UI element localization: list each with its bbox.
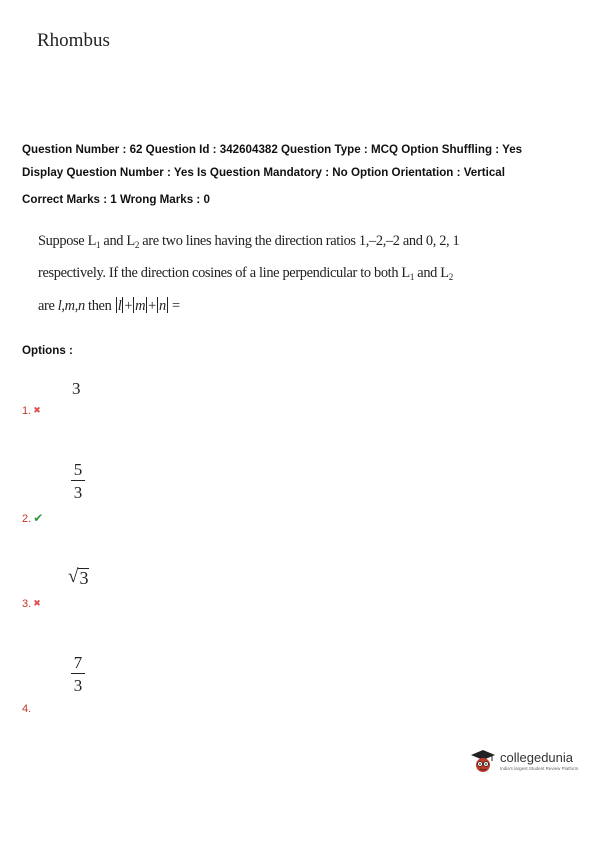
page-title: Rhombus bbox=[37, 30, 110, 51]
option-1-value: 3 bbox=[72, 379, 81, 398]
option-3-label bbox=[22, 598, 41, 610]
subscript: 1 bbox=[96, 240, 101, 250]
logo-tagline: India's largest Student Review Platform bbox=[500, 766, 579, 771]
radicand: 3 bbox=[79, 568, 89, 589]
option-number: 1. bbox=[22, 405, 32, 417]
question-text: then bbox=[84, 298, 115, 314]
options-heading: Options : bbox=[22, 344, 73, 357]
plus-sign: + bbox=[124, 298, 133, 314]
var-n: n bbox=[158, 298, 166, 314]
variables: l,m,n bbox=[57, 298, 85, 314]
option-3-sqrt bbox=[68, 566, 89, 588]
option-2-label bbox=[22, 511, 43, 525]
option-number: 2. bbox=[22, 513, 32, 525]
option-2-fraction bbox=[71, 461, 85, 501]
question-text: and L bbox=[100, 233, 135, 249]
correct-check-icon: ✔ bbox=[33, 511, 44, 525]
graduate-mascot-icon bbox=[470, 748, 496, 774]
question-meta-line-3: Correct Marks : 1 Wrong Marks : 0 bbox=[22, 193, 210, 206]
var-m: m bbox=[135, 298, 146, 314]
logo-brand: collegedunia bbox=[500, 750, 574, 765]
option-number: 3. bbox=[22, 598, 32, 610]
abs-bar bbox=[116, 297, 117, 313]
question-text: are two lines having the direction ratios 1,–2,–2 and 0, 2, 1 bbox=[139, 233, 460, 249]
denominator: 3 bbox=[73, 483, 83, 502]
question-text: respectively. If the direction cosines of a line perpendicular to both L bbox=[38, 265, 410, 281]
equals-sign: = bbox=[168, 298, 180, 314]
question-text: Suppose L bbox=[38, 233, 97, 249]
question-text-line-1 bbox=[38, 233, 459, 250]
question-text-line-3 bbox=[38, 297, 180, 315]
collegedunia-logo bbox=[470, 748, 578, 774]
subscript: 2 bbox=[134, 240, 139, 250]
subscript: 1 bbox=[409, 272, 415, 282]
abs-bar bbox=[133, 297, 134, 313]
logo-text bbox=[500, 751, 578, 771]
wrong-cross-icon: ✖ bbox=[33, 405, 41, 415]
question-meta-line-1: Question Number : 62 Question Id : 342604382 Question Type : MCQ Option Shuffling : Yes bbox=[22, 143, 523, 156]
denominator: 3 bbox=[73, 676, 83, 695]
sqrt-icon: √ bbox=[68, 566, 79, 587]
numerator: 7 bbox=[73, 653, 83, 672]
option-4-fraction bbox=[71, 654, 85, 694]
question-meta-line-2: Display Question Number : Yes Is Question Mandatory : No Option Orientation : Vertical bbox=[22, 166, 505, 179]
numerator: 5 bbox=[73, 460, 83, 479]
question-text-line-2 bbox=[38, 265, 453, 282]
abs-bar bbox=[167, 297, 168, 313]
subscript: 2 bbox=[448, 272, 453, 282]
option-number: 4. bbox=[22, 703, 32, 715]
abs-bar bbox=[157, 297, 158, 313]
question-text: and L bbox=[414, 265, 449, 281]
plus-sign: + bbox=[148, 298, 156, 314]
question-text: are bbox=[38, 298, 58, 314]
var-l: l bbox=[117, 298, 122, 314]
wrong-cross-icon: ✖ bbox=[33, 598, 41, 608]
option-1-label bbox=[22, 405, 41, 417]
option-4-label bbox=[22, 703, 31, 715]
